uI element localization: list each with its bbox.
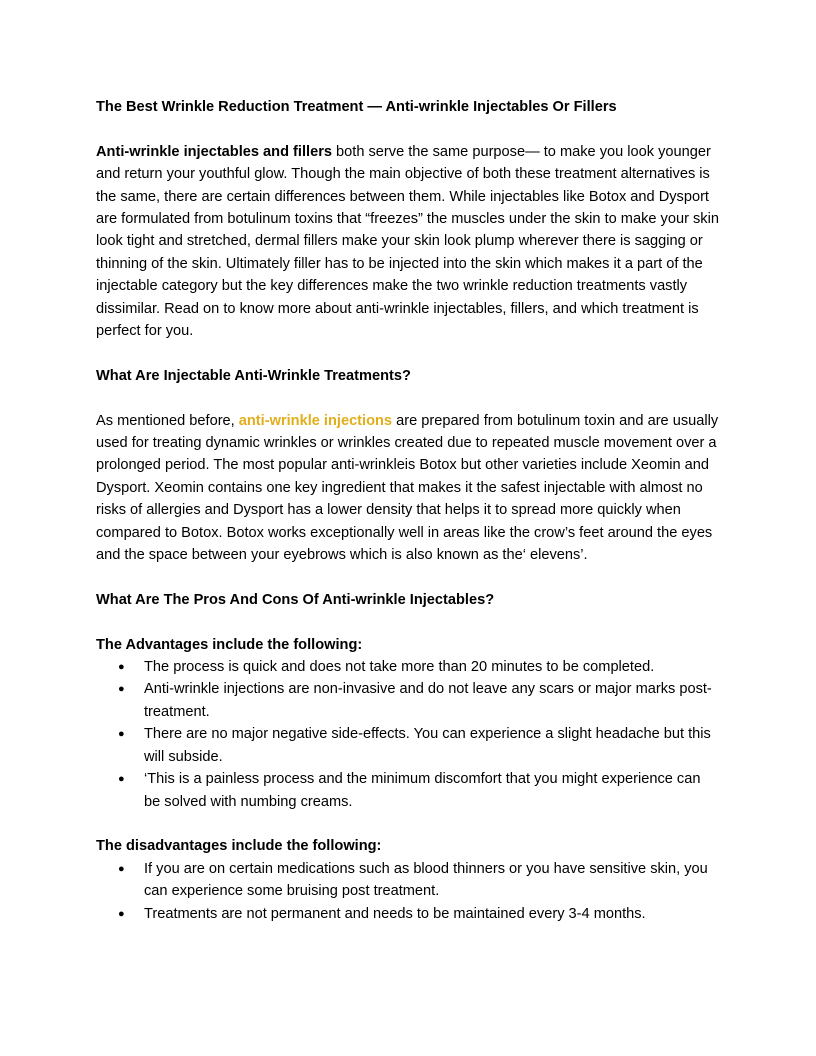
list-item-text: There are no major negative side-effects. You can experience a slight headache but this will subside. <box>144 726 711 765</box>
injectables-text-after-link: are prepared from botulinum toxin and are usually used for treating dynamic wrinkles or wrinkles created due to repeated muscle movement over a prolonged period. The most popular anti-wrinkleis Botox but other varieties include Xeomin and Dysport. Xeomin contains one key ingredient that makes it the safest injectable with almost no risks of allergies and Dysport has a lower density that helps it to spread more quickly when compared to Botox. Botox works exceptionally well in areas like the crow’s feet around the eyes and the space between your eyebrows which is also known as the‘ elevens’. <box>96 412 719 564</box>
bullet-icon: ● <box>118 862 125 875</box>
bullet-icon: ● <box>118 661 125 674</box>
blank-line <box>96 342 720 364</box>
blank-line <box>96 387 720 409</box>
disadvantages-list <box>96 858 720 925</box>
intro-lead-bold: Anti-wrinkle injectables and fillers <box>96 143 332 160</box>
list-item-text: If you are on certain medications such as blood thinners or you have sensitive skin, you can experience some bruising post treatment. <box>144 860 708 900</box>
bullet-icon: ● <box>118 773 125 786</box>
bullet-icon: ● <box>118 683 125 696</box>
document-page <box>96 96 720 925</box>
injectables-paragraph <box>96 410 720 567</box>
list-item <box>96 903 720 925</box>
list-item-text: Anti-wrinkle injections are non-invasive and do not leave any scars or major marks post-treatment. <box>144 681 712 720</box>
advantages-list <box>96 656 720 813</box>
list-item <box>96 723 720 768</box>
bullet-icon: ● <box>118 907 125 920</box>
injectables-text-before-link: As mentioned before, <box>96 412 239 429</box>
list-item-text: ‘This is a painless process and the minimum discomfort that you might experience can be solved with numbing creams. <box>144 771 701 810</box>
list-item <box>96 656 720 678</box>
document-title: The Best Wrinkle Reduction Treatment — Anti-wrinkle Injectables Or Fillers <box>96 99 617 115</box>
section-heading-injectables: What Are Injectable Anti-Wrinkle Treatments? <box>96 367 411 384</box>
advantages-heading: The Advantages include the following: <box>96 636 363 653</box>
intro-paragraph <box>96 141 720 343</box>
blank-line <box>96 813 720 835</box>
blank-line <box>96 611 720 633</box>
list-item <box>96 768 720 813</box>
disadvantages-heading: The disadvantages include the following: <box>96 838 382 855</box>
anti-wrinkle-injections-link[interactable]: anti-wrinkle injections <box>238 412 393 429</box>
list-item <box>96 678 720 723</box>
blank-line <box>96 118 720 140</box>
section-heading-pros-cons: What Are The Pros And Cons Of Anti-wrinkle Injectables? <box>96 591 495 608</box>
list-item-text: Treatments are not permanent and needs to be maintained every 3-4 months. <box>144 905 646 922</box>
blank-line <box>96 566 720 588</box>
bullet-icon: ● <box>118 728 125 741</box>
intro-body: both serve the same purpose— to make you look younger and return your youthful glow. Though the main objective of both these treatment alternatives is the same, there are certain differences between them. While injectables like Botox and Dysport are formulated from botulinum toxins that “freezes” the muscles under the skin to make your skin look tight and stretched, dermal fillers make your skin look plump wherever there is sagging or thinning of the skin. Ultimately filler has to be injected into the skin which makes it a part of the injectable category but the key differences make the two wrinkle reduction treatments vastly dissimilar. Read on to know more about anti-wrinkle injectables, fillers, and which treatment is perfect for you. <box>96 143 719 340</box>
list-item <box>96 858 720 903</box>
list-item-text: The process is quick and does not take more than 20 minutes to be completed. <box>144 659 655 676</box>
